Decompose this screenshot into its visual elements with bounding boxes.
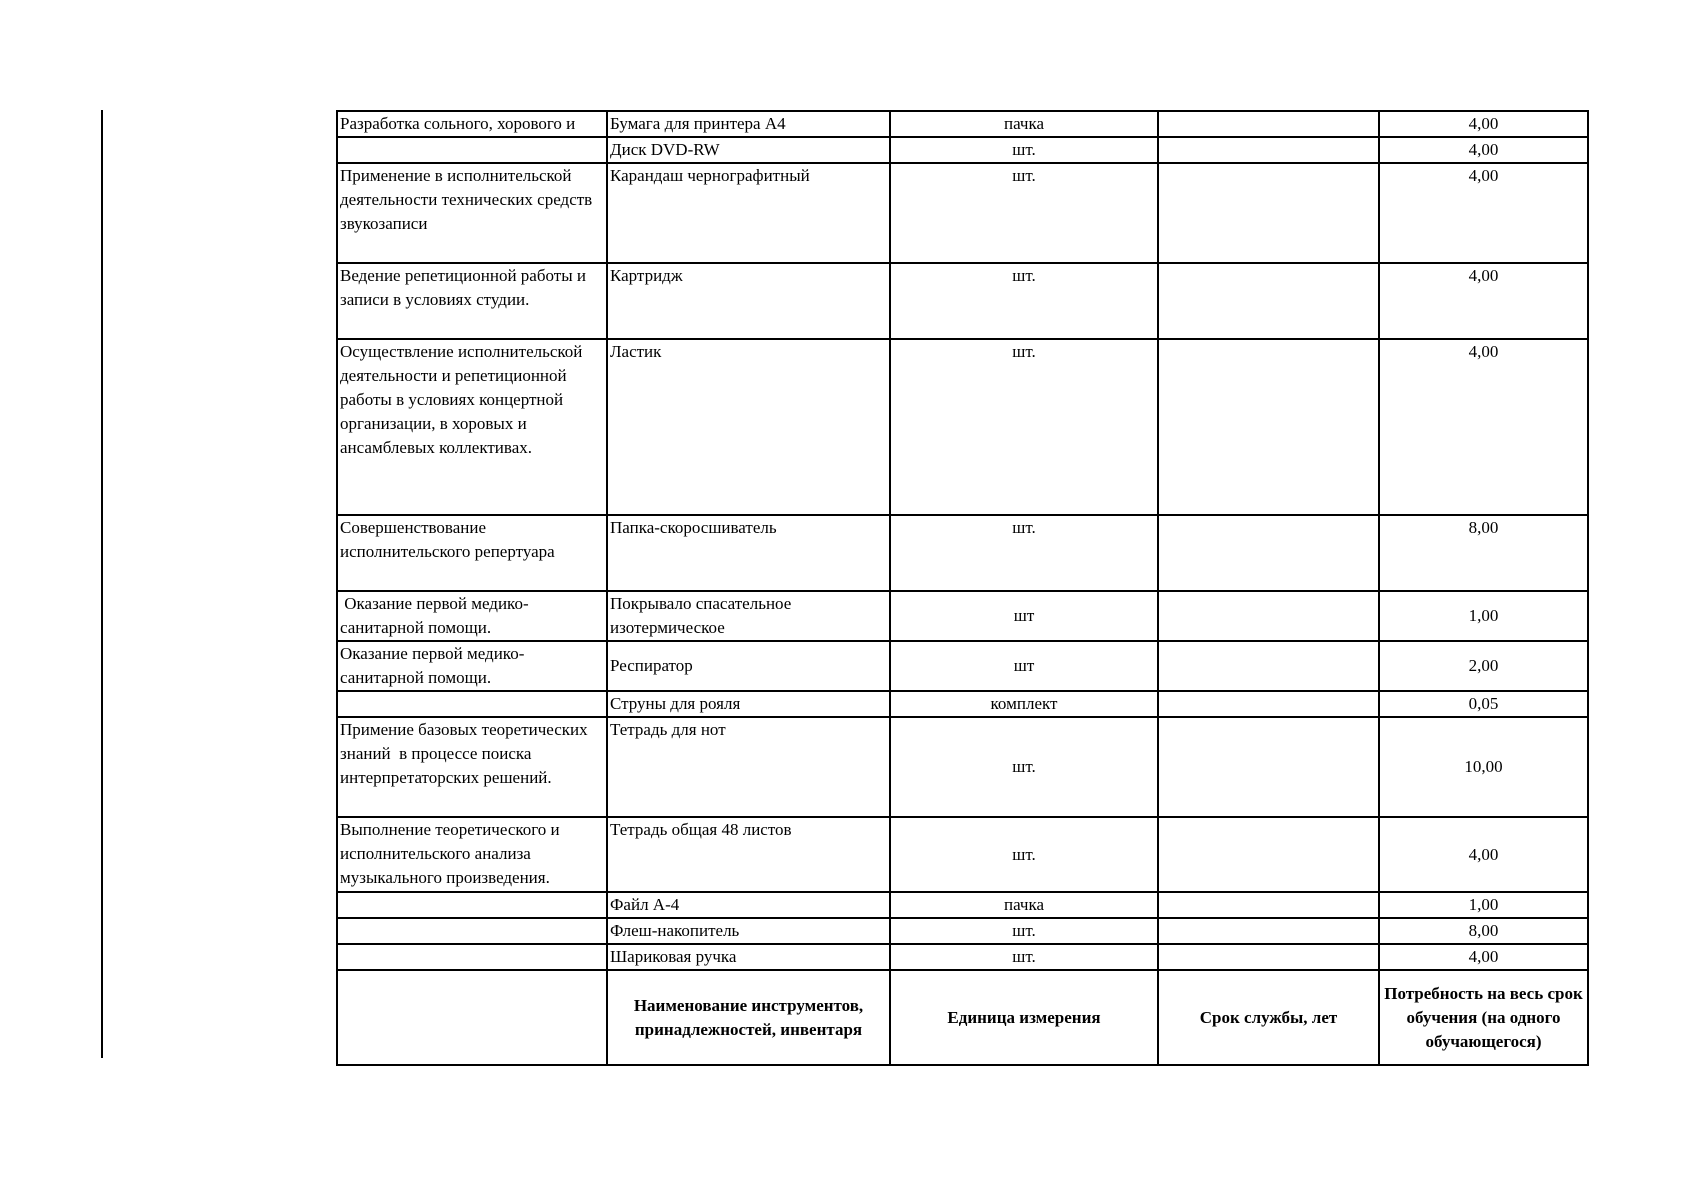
service-life-cell [1158,591,1379,641]
unit-cell: пачка [890,111,1158,137]
competency-cell: Применение в исполнительской деятельности технических средств звукозаписи [337,163,607,263]
header-competency [337,970,607,1065]
table-header-row [337,970,1588,1065]
service-life-cell [1158,944,1379,970]
service-life-cell [1158,817,1379,892]
qty-cell: 4,00 [1379,111,1588,137]
unit-cell: шт. [890,817,1158,892]
qty-cell: 1,00 [1379,591,1588,641]
service-life-cell [1158,892,1379,918]
unit-cell: шт [890,641,1158,691]
unit-cell: комплект [890,691,1158,717]
table-row [337,591,1588,641]
item-cell: Картридж [607,263,890,339]
qty-cell: 1,00 [1379,892,1588,918]
table-row [337,339,1588,515]
table-row [337,137,1588,163]
header-service-life: Срок службы, лет [1158,970,1379,1065]
header-item-name: Наименование инструментов, принадлежностей, инвентаря [607,970,890,1065]
service-life-cell [1158,137,1379,163]
qty-cell: 4,00 [1379,817,1588,892]
header-unit: Единица измерения [890,970,1158,1065]
service-life-cell [1158,717,1379,817]
qty-cell: 8,00 [1379,918,1588,944]
item-cell: Тетрадь общая 48 листов [607,817,890,892]
item-cell: Файл А-4 [607,892,890,918]
table-row [337,515,1588,591]
competency-cell: Выполнение теоретического и исполнительского анализа музыкального произведения. [337,817,607,892]
service-life-cell [1158,515,1379,591]
competency-cell [337,691,607,717]
competency-cell: Ведение репетиционной работы и записи в условиях студии. [337,263,607,339]
qty-cell: 8,00 [1379,515,1588,591]
competency-cell: Осуществление исполнительской деятельности и репетиционной работы в условиях концертной организации, в хоровых и ансамблевых коллективах. [337,339,607,515]
competency-cell: Примение базовых теоретических знаний в процессе поиска интерпретаторских решений. [337,717,607,817]
item-cell: Струны для рояля [607,691,890,717]
qty-cell: 4,00 [1379,163,1588,263]
unit-cell: шт. [890,137,1158,163]
competency-cell: Оказание первой медико-санитарной помощи. [337,641,607,691]
table-row [337,717,1588,817]
item-cell: Ластик [607,339,890,515]
competency-cell [337,918,607,944]
qty-cell: 2,00 [1379,641,1588,691]
unit-cell: шт. [890,515,1158,591]
unit-cell: шт. [890,918,1158,944]
header-requirement: Потребность на весь срок обучения (на одного обучающегося) [1379,970,1588,1065]
item-cell: Бумага для принтера А4 [607,111,890,137]
qty-cell: 4,00 [1379,944,1588,970]
competency-cell [337,892,607,918]
qty-cell: 4,00 [1379,137,1588,163]
competency-cell [337,137,607,163]
qty-cell: 10,00 [1379,717,1588,817]
item-cell: Шариковая ручка [607,944,890,970]
service-life-cell [1158,641,1379,691]
table-row [337,892,1588,918]
table-row [337,163,1588,263]
service-life-cell [1158,691,1379,717]
service-life-cell [1158,163,1379,263]
competency-cell: Оказание первой медико-санитарной помощи. [337,591,607,641]
service-life-cell [1158,263,1379,339]
table-row [337,641,1588,691]
item-cell: Флеш-накопитель [607,918,890,944]
competency-cell: Разработка сольного, хорового и [337,111,607,137]
service-life-cell [1158,339,1379,515]
item-cell: Тетрадь для нот [607,717,890,817]
competency-cell: Совершенствование исполнительского репертуара [337,515,607,591]
unit-cell: шт. [890,339,1158,515]
item-cell: Карандаш чернографитный [607,163,890,263]
unit-cell: шт. [890,944,1158,970]
service-life-cell [1158,111,1379,137]
qty-cell: 0,05 [1379,691,1588,717]
table-row [337,691,1588,717]
unit-cell: шт [890,591,1158,641]
item-cell: Папка-скоросшиватель [607,515,890,591]
unit-cell: шт. [890,717,1158,817]
competency-cell [337,944,607,970]
item-cell: Диск DVD-RW [607,137,890,163]
qty-cell: 4,00 [1379,339,1588,515]
table-row [337,944,1588,970]
qty-cell: 4,00 [1379,263,1588,339]
table-row [337,111,1588,137]
service-life-cell [1158,918,1379,944]
table-row [337,918,1588,944]
table-row [337,263,1588,339]
unit-cell: шт. [890,163,1158,263]
supplies-table [336,110,1589,1066]
unit-cell: шт. [890,263,1158,339]
item-cell: Покрывало спасательное изотермическое [607,591,890,641]
unit-cell: пачка [890,892,1158,918]
table-row [337,817,1588,892]
item-cell: Респиратор [607,641,890,691]
margin-rule [101,110,103,1058]
